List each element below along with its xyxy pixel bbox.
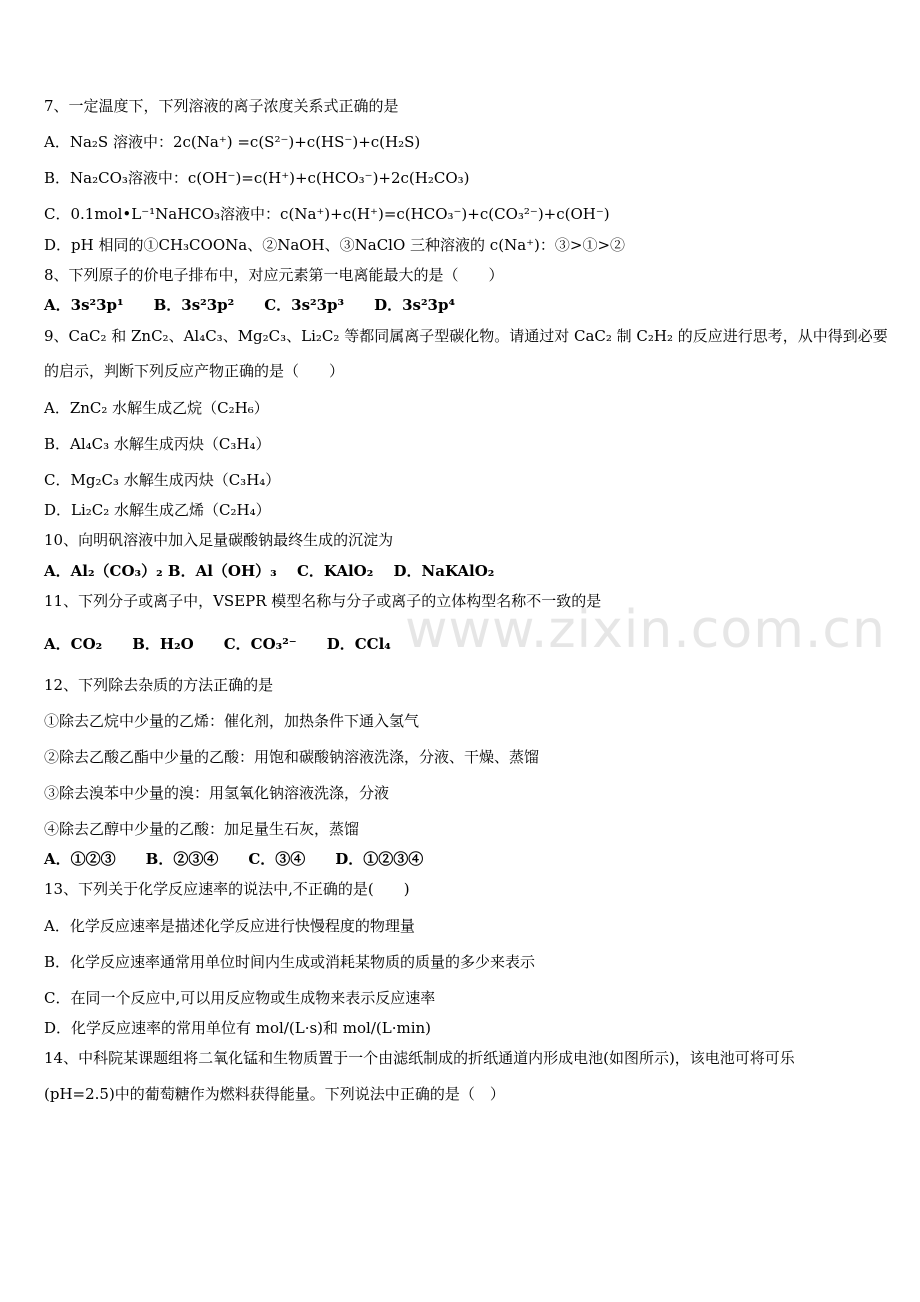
text-line: (pH=2.5)中的葡萄糖作为燃料获得能量。下列说法中正确的是（ ）	[44, 1085, 505, 1103]
text-line: ④除去乙醇中少量的乙酸：加足量生石灰，蒸馏	[44, 820, 360, 838]
text-line: 13、下列关于化学反应速率的说法中,不正确的是( )	[44, 880, 410, 898]
text-line: B．Al₄C₃ 水解生成丙炔（C₃H₄）	[44, 435, 271, 453]
text-line: C．Mg₂C₃ 水解生成丙炔（C₃H₄）	[44, 471, 281, 489]
text-line: 的启示，判断下列反应产物正确的是（ ）	[44, 362, 345, 380]
text-line: ②除去乙酸乙酯中少量的乙酸：用饱和碳酸钠溶液洗涤，分液、干燥、蒸馏	[44, 748, 540, 766]
text-line: A．3s²3p¹ B．3s²3p² C．3s²3p³ D．3s²3p⁴	[44, 296, 456, 314]
text-line: A．①②③ B．②③④ C．③④ D．①②③④	[44, 850, 424, 868]
text-line: 10、向明矾溶液中加入足量碳酸钠最终生成的沉淀为	[44, 531, 394, 549]
text-line: D．化学反应速率的常用单位有 mol/(L·s)和 mol/(L·min)	[44, 1019, 432, 1037]
text-line: D．Li₂C₂ 水解生成乙烯（C₂H₄）	[44, 501, 271, 519]
text-line: B．Na₂CO₃溶液中：c(OH⁻)=c(H⁺)+c(HCO₃⁻)+2c(H₂CO₃)	[44, 169, 470, 187]
text-line: 11、下列分子或离子中，VSEPR 模型名称与分子或离子的立体构型名称不一致的是	[44, 592, 602, 610]
text-line: A．ZnC₂ 水解生成乙烷（C₂H₆）	[44, 399, 269, 417]
text-line: 9、CaC₂ 和 ZnC₂、Al₄C₃、Mg₂C₃、Li₂C₂ 等都同属离子型碳化物。请通过对 CaC₂ 制 C₂H₂ 的反应进行思考，从中得到必要	[44, 327, 888, 345]
text-line: 7、一定温度下，下列溶液的离子浓度关系式正确的是	[44, 97, 399, 115]
text-line: ③除去溴苯中少量的溴：用氢氧化钠溶液洗涤，分液	[44, 784, 390, 802]
text-line: ①除去乙烷中少量的乙烯：催化剂，加热条件下通入氢气	[44, 712, 420, 730]
watermark: www.zixin.com.cn	[405, 600, 886, 660]
text-line: A．化学反应速率是描述化学反应进行快慢程度的物理量	[44, 917, 415, 935]
text-line: A．CO₂ B．H₂O C．CO₃²⁻ D．CCl₄	[44, 635, 391, 653]
text-line: 14、中科院某课题组将二氧化锰和生物质置于一个由滤纸制成的折纸通道内形成电池(如图所示)，该电池可将可乐	[44, 1049, 795, 1067]
text-line: 8、下列原子的价电子排布中，对应元素第一电离能最大的是（ ）	[44, 266, 504, 284]
text-line: C．在同一个反应中,可以用反应物或生成物来表示反应速率	[44, 989, 436, 1007]
text-line: 12、下列除去杂质的方法正确的是	[44, 676, 274, 694]
text-line: D．pH 相同的①CH₃COONa、②NaOH、③NaClO 三种溶液的 c(Na⁺)：③>①>②	[44, 236, 626, 254]
text-line: A．Al₂（CO₃）₂ B．Al（OH）₃ C．KAlO₂ D．NaKAlO₂	[44, 562, 495, 580]
text-line: A．Na₂S 溶液中：2c(Na⁺) =c(S²⁻)+c(HS⁻)+c(H₂S)	[44, 133, 421, 151]
text-line: C．0.1mol•L⁻¹NaHCO₃溶液中：c(Na⁺)+c(H⁺)=c(HCO₃⁻)+c(CO₃²⁻)+c(OH⁻)	[44, 205, 610, 223]
text-line: B．化学反应速率通常用单位时间内生成或消耗某物质的质量的多少来表示	[44, 953, 536, 971]
